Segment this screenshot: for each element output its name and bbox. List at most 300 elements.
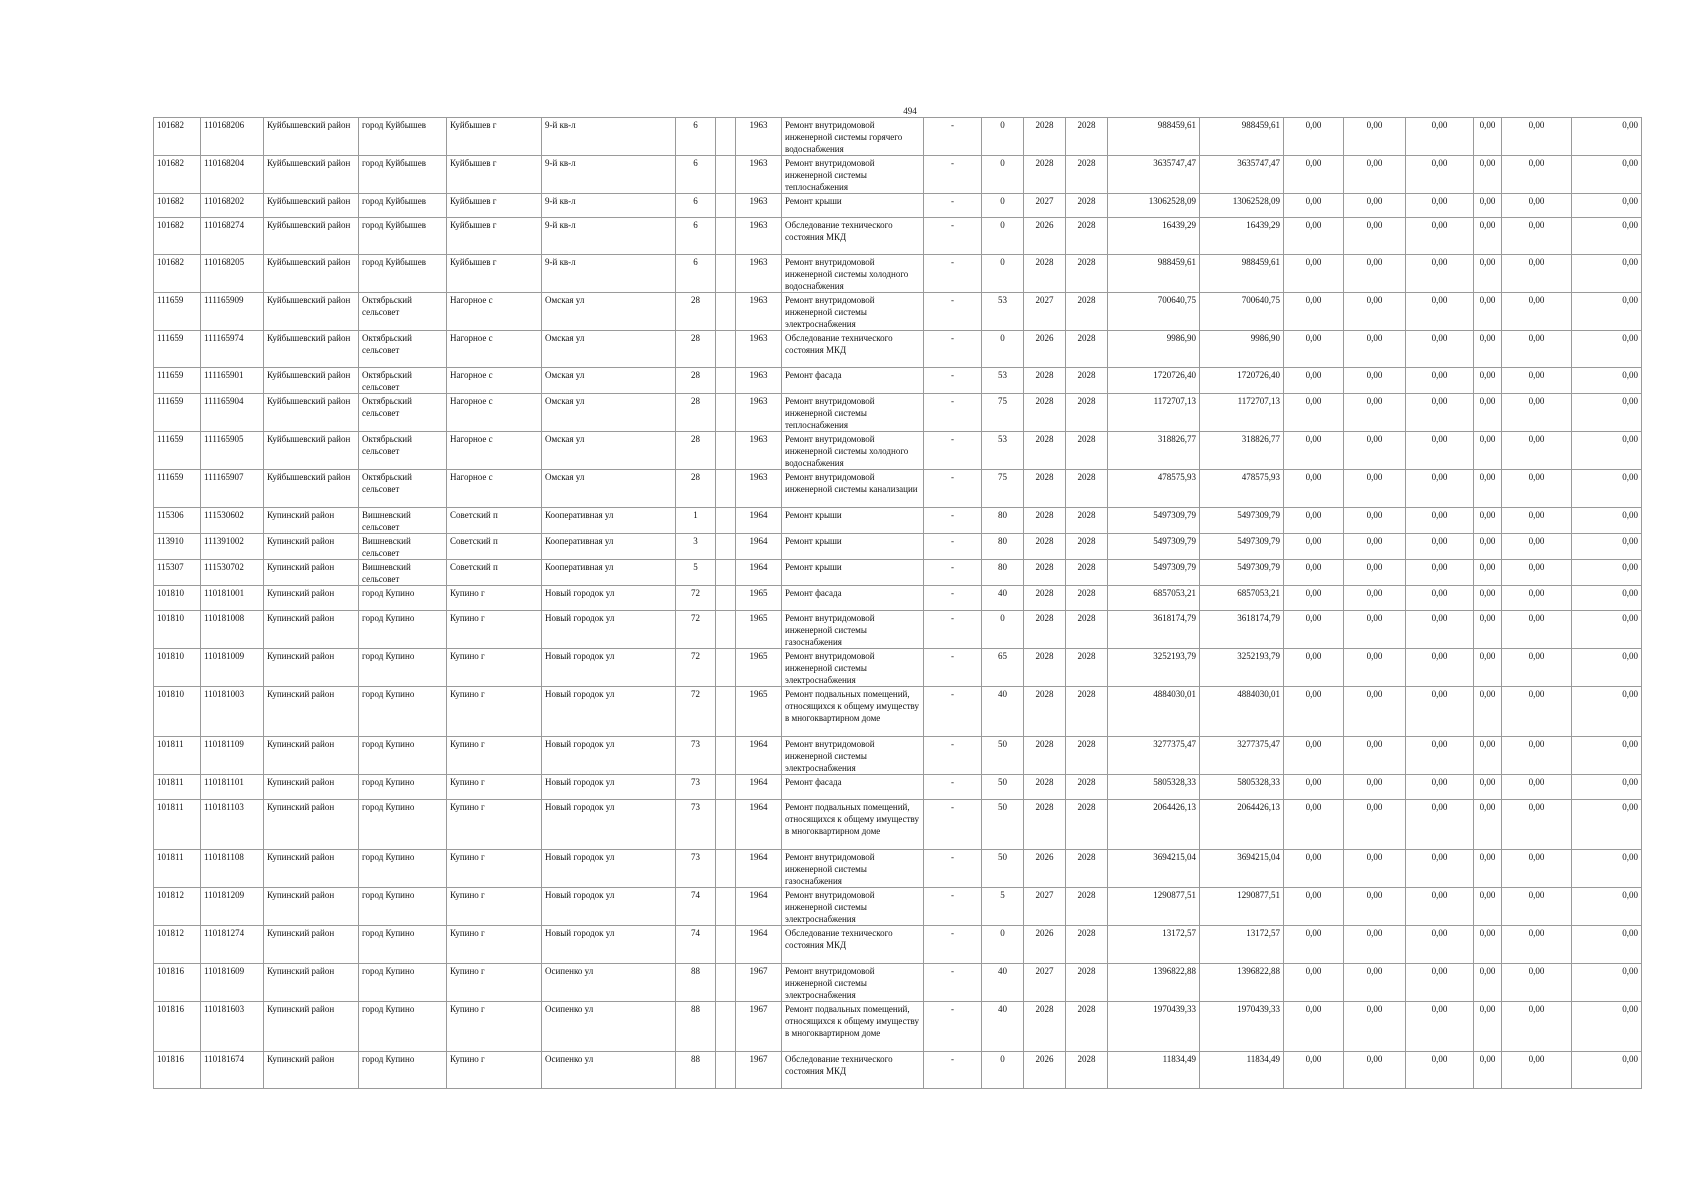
cell-settlement: Нагорное с (447, 470, 542, 508)
cell-work-type: Ремонт фасада (782, 775, 924, 800)
cell-street: Новый городок ул (542, 926, 676, 964)
cell-fund-2: 0,00 (1344, 118, 1406, 156)
cell-house-number: 28 (676, 394, 716, 432)
cell-settlement: Купино г (447, 586, 542, 611)
cell-fund-6: 0,00 (1572, 368, 1642, 394)
cell-plan-year-to: 2028 (1066, 218, 1108, 255)
cell-work-type: Ремонт внутридомовой инженерной системы электроснабжения (782, 737, 924, 775)
cell-fund-4: 0,00 (1474, 194, 1502, 218)
cell-total-cost: 5805328,33 (1108, 775, 1200, 800)
cell-settlement: Купино г (447, 775, 542, 800)
cell-build-year: 1963 (736, 156, 782, 194)
cell-fund-5: 0,00 (1502, 850, 1572, 888)
cell-fund-6: 0,00 (1572, 850, 1642, 888)
cell-cost-amount: 318826,77 (1200, 432, 1284, 470)
table-body (154, 118, 1642, 1089)
cell-work-id: 110181274 (201, 926, 264, 964)
cell-district: Куйбышевский район (264, 293, 359, 331)
cell-work-type: Ремонт крыши (782, 194, 924, 218)
cell-house-number: 88 (676, 964, 716, 1002)
cell-fund-4: 0,00 (1474, 964, 1502, 1002)
cell-wear-percent: 53 (982, 293, 1024, 331)
cell-fund-3: 0,00 (1406, 586, 1474, 611)
cell-blank-column (716, 432, 736, 470)
cell-fund-6: 0,00 (1572, 255, 1642, 293)
cell-fund-1: 0,00 (1284, 470, 1344, 508)
cell-wear-percent: 65 (982, 649, 1024, 687)
cell-fund-5: 0,00 (1502, 508, 1572, 534)
cell-plan-year-to: 2028 (1066, 737, 1108, 775)
cell-dash-column: - (924, 118, 982, 156)
cell-municipality: город Купино (359, 611, 447, 649)
cell-dash-column: - (924, 649, 982, 687)
cell-build-year: 1965 (736, 649, 782, 687)
cell-work-id: 110181003 (201, 687, 264, 737)
cell-cost-amount: 4884030,01 (1200, 687, 1284, 737)
cell-plan-year-to: 2028 (1066, 687, 1108, 737)
cell-work-id: 110168205 (201, 255, 264, 293)
cell-house-number: 74 (676, 926, 716, 964)
cell-object-id: 113910 (154, 534, 201, 560)
table-row (154, 850, 1642, 888)
cell-settlement: Куйбышев г (447, 218, 542, 255)
cell-blank-column (716, 560, 736, 586)
cell-fund-2: 0,00 (1344, 534, 1406, 560)
cell-fund-4: 0,00 (1474, 218, 1502, 255)
cell-fund-4: 0,00 (1474, 534, 1502, 560)
table-row (154, 1002, 1642, 1052)
cell-fund-5: 0,00 (1502, 534, 1572, 560)
cell-cost-amount: 13062528,09 (1200, 194, 1284, 218)
cell-total-cost: 1396822,88 (1108, 964, 1200, 1002)
cell-house-number: 3 (676, 534, 716, 560)
cell-fund-3: 0,00 (1406, 737, 1474, 775)
cell-fund-6: 0,00 (1572, 611, 1642, 649)
cell-municipality: город Купино (359, 687, 447, 737)
cell-plan-year-to: 2028 (1066, 255, 1108, 293)
cell-house-number: 6 (676, 156, 716, 194)
cell-fund-1: 0,00 (1284, 560, 1344, 586)
cell-fund-1: 0,00 (1284, 1052, 1344, 1089)
cell-object-id: 101811 (154, 850, 201, 888)
cell-fund-1: 0,00 (1284, 687, 1344, 737)
cell-street: Осипенко ул (542, 1002, 676, 1052)
cell-fund-5: 0,00 (1502, 394, 1572, 432)
cell-municipality: город Купино (359, 1052, 447, 1089)
cell-wear-percent: 53 (982, 432, 1024, 470)
cell-work-type: Обследование технического состояния МКД (782, 331, 924, 368)
cell-street: Кооперативная ул (542, 508, 676, 534)
cell-plan-year-to: 2028 (1066, 118, 1108, 156)
cell-street: Омская ул (542, 394, 676, 432)
cell-work-type: Ремонт внутридомовой инженерной системы холодного водоснабжения (782, 255, 924, 293)
cell-total-cost: 9986,90 (1108, 331, 1200, 368)
cell-dash-column: - (924, 368, 982, 394)
cell-fund-5: 0,00 (1502, 218, 1572, 255)
cell-fund-1: 0,00 (1284, 800, 1344, 850)
cell-work-id: 110181001 (201, 586, 264, 611)
cell-cost-amount: 3277375,47 (1200, 737, 1284, 775)
cell-house-number: 72 (676, 687, 716, 737)
cell-work-type: Ремонт подвальных помещений, относящихся к общему имуществу в многоквартирном доме (782, 1002, 924, 1052)
cell-work-type: Ремонт внутридомовой инженерной системы электроснабжения (782, 888, 924, 926)
cell-fund-3: 0,00 (1406, 255, 1474, 293)
table-row (154, 534, 1642, 560)
cell-dash-column: - (924, 394, 982, 432)
cell-object-id: 115307 (154, 560, 201, 586)
cell-total-cost: 6857053,21 (1108, 586, 1200, 611)
cell-plan-year-to: 2028 (1066, 508, 1108, 534)
cell-total-cost: 1290877,51 (1108, 888, 1200, 926)
cell-fund-5: 0,00 (1502, 194, 1572, 218)
cell-work-type: Ремонт внутридомовой инженерной системы теплоснабжения (782, 156, 924, 194)
cell-blank-column (716, 118, 736, 156)
cell-wear-percent: 75 (982, 394, 1024, 432)
cell-object-id: 115306 (154, 508, 201, 534)
cell-municipality: Октябрьский сельсовет (359, 470, 447, 508)
cell-wear-percent: 0 (982, 331, 1024, 368)
cell-dash-column: - (924, 331, 982, 368)
cell-fund-2: 0,00 (1344, 687, 1406, 737)
cell-wear-percent: 0 (982, 194, 1024, 218)
cell-house-number: 5 (676, 560, 716, 586)
cell-plan-year-from: 2027 (1024, 888, 1066, 926)
cell-fund-1: 0,00 (1284, 850, 1344, 888)
cell-cost-amount: 988459,61 (1200, 118, 1284, 156)
cell-work-type: Ремонт внутридомовой инженерной системы канализации (782, 470, 924, 508)
cell-plan-year-from: 2028 (1024, 649, 1066, 687)
cell-cost-amount: 3618174,79 (1200, 611, 1284, 649)
cell-cost-amount: 5805328,33 (1200, 775, 1284, 800)
cell-fund-6: 0,00 (1572, 156, 1642, 194)
cell-total-cost: 13172,57 (1108, 926, 1200, 964)
cell-house-number: 88 (676, 1052, 716, 1089)
table-row (154, 687, 1642, 737)
cell-wear-percent: 80 (982, 534, 1024, 560)
cell-fund-5: 0,00 (1502, 888, 1572, 926)
cell-house-number: 6 (676, 255, 716, 293)
cell-municipality: город Купино (359, 775, 447, 800)
capital-repair-register-table (153, 117, 1642, 1089)
cell-plan-year-from: 2028 (1024, 534, 1066, 560)
cell-house-number: 6 (676, 218, 716, 255)
cell-wear-percent: 80 (982, 508, 1024, 534)
cell-object-id: 111659 (154, 470, 201, 508)
cell-fund-1: 0,00 (1284, 737, 1344, 775)
cell-build-year: 1964 (736, 534, 782, 560)
cell-district: Купинский район (264, 964, 359, 1002)
cell-wear-percent: 40 (982, 1002, 1024, 1052)
cell-fund-3: 0,00 (1406, 850, 1474, 888)
cell-wear-percent: 0 (982, 255, 1024, 293)
cell-fund-2: 0,00 (1344, 194, 1406, 218)
table-row (154, 1052, 1642, 1089)
cell-fund-5: 0,00 (1502, 1052, 1572, 1089)
cell-district: Купинский район (264, 800, 359, 850)
cell-plan-year-from: 2028 (1024, 586, 1066, 611)
cell-municipality: город Куйбышев (359, 194, 447, 218)
cell-blank-column (716, 775, 736, 800)
cell-plan-year-to: 2028 (1066, 888, 1108, 926)
cell-work-type: Ремонт внутридомовой инженерной системы электроснабжения (782, 293, 924, 331)
cell-district: Купинский район (264, 560, 359, 586)
cell-street: Новый городок ул (542, 850, 676, 888)
cell-dash-column: - (924, 964, 982, 1002)
cell-district: Купинский район (264, 687, 359, 737)
cell-wear-percent: 80 (982, 560, 1024, 586)
cell-fund-1: 0,00 (1284, 255, 1344, 293)
cell-total-cost: 5497309,79 (1108, 560, 1200, 586)
cell-municipality: город Купино (359, 850, 447, 888)
cell-house-number: 28 (676, 331, 716, 368)
cell-settlement: Нагорное с (447, 368, 542, 394)
cell-municipality: Вишневский сельсовет (359, 534, 447, 560)
cell-dash-column: - (924, 255, 982, 293)
cell-dash-column: - (924, 534, 982, 560)
cell-cost-amount: 3252193,79 (1200, 649, 1284, 687)
cell-district: Купинский район (264, 737, 359, 775)
cell-plan-year-to: 2028 (1066, 1052, 1108, 1089)
cell-build-year: 1964 (736, 508, 782, 534)
cell-plan-year-to: 2028 (1066, 611, 1108, 649)
cell-wear-percent: 50 (982, 775, 1024, 800)
table-row (154, 611, 1642, 649)
cell-fund-5: 0,00 (1502, 737, 1572, 775)
cell-work-id: 110181603 (201, 1002, 264, 1052)
cell-plan-year-from: 2027 (1024, 293, 1066, 331)
cell-object-id: 101810 (154, 649, 201, 687)
cell-fund-5: 0,00 (1502, 800, 1572, 850)
cell-cost-amount: 1396822,88 (1200, 964, 1284, 1002)
cell-plan-year-to: 2028 (1066, 1002, 1108, 1052)
cell-object-id: 101816 (154, 1052, 201, 1089)
cell-district: Купинский район (264, 775, 359, 800)
table-row (154, 118, 1642, 156)
cell-fund-2: 0,00 (1344, 331, 1406, 368)
cell-fund-5: 0,00 (1502, 775, 1572, 800)
cell-municipality: город Купино (359, 800, 447, 850)
cell-municipality: Октябрьский сельсовет (359, 331, 447, 368)
cell-dash-column: - (924, 586, 982, 611)
cell-plan-year-from: 2028 (1024, 470, 1066, 508)
cell-fund-3: 0,00 (1406, 1052, 1474, 1089)
cell-build-year: 1963 (736, 470, 782, 508)
cell-build-year: 1963 (736, 255, 782, 293)
cell-fund-4: 0,00 (1474, 586, 1502, 611)
cell-street: Новый городок ул (542, 775, 676, 800)
cell-fund-5: 0,00 (1502, 1002, 1572, 1052)
cell-blank-column (716, 394, 736, 432)
cell-district: Купинский район (264, 534, 359, 560)
cell-fund-5: 0,00 (1502, 156, 1572, 194)
cell-fund-4: 0,00 (1474, 775, 1502, 800)
cell-work-type: Обследование технического состояния МКД (782, 1052, 924, 1089)
cell-dash-column: - (924, 508, 982, 534)
cell-fund-6: 0,00 (1572, 293, 1642, 331)
cell-plan-year-from: 2028 (1024, 432, 1066, 470)
cell-plan-year-to: 2028 (1066, 586, 1108, 611)
cell-fund-4: 0,00 (1474, 1002, 1502, 1052)
cell-street: Новый городок ул (542, 649, 676, 687)
cell-fund-3: 0,00 (1406, 331, 1474, 368)
cell-plan-year-to: 2028 (1066, 394, 1108, 432)
cell-blank-column (716, 1052, 736, 1089)
cell-fund-1: 0,00 (1284, 964, 1344, 1002)
cell-plan-year-from: 2028 (1024, 368, 1066, 394)
cell-wear-percent: 50 (982, 850, 1024, 888)
cell-build-year: 1967 (736, 1002, 782, 1052)
cell-cost-amount: 5497309,79 (1200, 508, 1284, 534)
cell-object-id: 101682 (154, 118, 201, 156)
cell-fund-1: 0,00 (1284, 508, 1344, 534)
cell-work-type: Ремонт внутридомовой инженерной системы холодного водоснабжения (782, 432, 924, 470)
cell-cost-amount: 1970439,33 (1200, 1002, 1284, 1052)
cell-district: Куйбышевский район (264, 470, 359, 508)
cell-district: Купинский район (264, 1052, 359, 1089)
table-row (154, 560, 1642, 586)
table-row (154, 293, 1642, 331)
cell-fund-3: 0,00 (1406, 560, 1474, 586)
cell-street: Омская ул (542, 293, 676, 331)
cell-plan-year-from: 2026 (1024, 331, 1066, 368)
cell-fund-6: 0,00 (1572, 508, 1642, 534)
cell-district: Куйбышевский район (264, 331, 359, 368)
cell-work-type: Ремонт внутридомовой инженерной системы горячего водоснабжения (782, 118, 924, 156)
table-row (154, 926, 1642, 964)
cell-fund-1: 0,00 (1284, 649, 1344, 687)
cell-fund-6: 0,00 (1572, 394, 1642, 432)
cell-build-year: 1965 (736, 611, 782, 649)
cell-fund-3: 0,00 (1406, 470, 1474, 508)
cell-total-cost: 13062528,09 (1108, 194, 1200, 218)
cell-work-id: 111530602 (201, 508, 264, 534)
cell-work-id: 111165901 (201, 368, 264, 394)
cell-house-number: 88 (676, 1002, 716, 1052)
cell-fund-4: 0,00 (1474, 368, 1502, 394)
cell-total-cost: 16439,29 (1108, 218, 1200, 255)
cell-fund-3: 0,00 (1406, 611, 1474, 649)
cell-fund-1: 0,00 (1284, 118, 1344, 156)
cell-fund-4: 0,00 (1474, 687, 1502, 737)
cell-work-id: 110181209 (201, 888, 264, 926)
table-row (154, 800, 1642, 850)
cell-work-type: Ремонт внутридомовой инженерной системы теплоснабжения (782, 394, 924, 432)
cell-fund-5: 0,00 (1502, 255, 1572, 293)
cell-municipality: Октябрьский сельсовет (359, 293, 447, 331)
cell-street: Омская ул (542, 432, 676, 470)
cell-work-id: 110168202 (201, 194, 264, 218)
cell-dash-column: - (924, 737, 982, 775)
cell-plan-year-from: 2028 (1024, 800, 1066, 850)
cell-fund-3: 0,00 (1406, 926, 1474, 964)
cell-cost-amount: 9986,90 (1200, 331, 1284, 368)
table-row (154, 508, 1642, 534)
cell-street: Новый городок ул (542, 687, 676, 737)
cell-fund-2: 0,00 (1344, 293, 1406, 331)
cell-municipality: Вишневский сельсовет (359, 508, 447, 534)
cell-plan-year-from: 2027 (1024, 964, 1066, 1002)
cell-object-id: 101811 (154, 737, 201, 775)
cell-fund-4: 0,00 (1474, 156, 1502, 194)
cell-dash-column: - (924, 687, 982, 737)
cell-total-cost: 3635747,47 (1108, 156, 1200, 194)
cell-plan-year-from: 2028 (1024, 255, 1066, 293)
cell-municipality: город Купино (359, 926, 447, 964)
cell-dash-column: - (924, 156, 982, 194)
cell-work-type: Ремонт внутридомовой инженерной системы газоснабжения (782, 611, 924, 649)
cell-house-number: 73 (676, 850, 716, 888)
cell-municipality: Вишневский сельсовет (359, 560, 447, 586)
cell-house-number: 73 (676, 800, 716, 850)
cell-district: Куйбышевский район (264, 156, 359, 194)
cell-total-cost: 3277375,47 (1108, 737, 1200, 775)
cell-settlement: Нагорное с (447, 293, 542, 331)
table-row (154, 888, 1642, 926)
cell-house-number: 74 (676, 888, 716, 926)
cell-municipality: Октябрьский сельсовет (359, 394, 447, 432)
cell-wear-percent: 50 (982, 800, 1024, 850)
cell-fund-2: 0,00 (1344, 394, 1406, 432)
cell-settlement: Советский п (447, 508, 542, 534)
cell-street: Осипенко ул (542, 1052, 676, 1089)
cell-fund-1: 0,00 (1284, 293, 1344, 331)
cell-municipality: Октябрьский сельсовет (359, 432, 447, 470)
cell-fund-6: 0,00 (1572, 470, 1642, 508)
cell-build-year: 1963 (736, 394, 782, 432)
cell-wear-percent: 0 (982, 218, 1024, 255)
cell-fund-3: 0,00 (1406, 964, 1474, 1002)
cell-fund-5: 0,00 (1502, 649, 1572, 687)
cell-fund-2: 0,00 (1344, 586, 1406, 611)
cell-fund-3: 0,00 (1406, 156, 1474, 194)
cell-street: 9-й кв-л (542, 255, 676, 293)
cell-fund-1: 0,00 (1284, 888, 1344, 926)
cell-plan-year-from: 2026 (1024, 218, 1066, 255)
cell-blank-column (716, 218, 736, 255)
cell-fund-2: 0,00 (1344, 964, 1406, 1002)
cell-street: 9-й кв-л (542, 194, 676, 218)
cell-cost-amount: 13172,57 (1200, 926, 1284, 964)
cell-dash-column: - (924, 888, 982, 926)
cell-fund-2: 0,00 (1344, 218, 1406, 255)
cell-build-year: 1963 (736, 432, 782, 470)
cell-blank-column (716, 293, 736, 331)
cell-plan-year-from: 2028 (1024, 737, 1066, 775)
cell-fund-1: 0,00 (1284, 218, 1344, 255)
cell-fund-6: 0,00 (1572, 331, 1642, 368)
cell-total-cost: 1970439,33 (1108, 1002, 1200, 1052)
cell-street: Новый городок ул (542, 888, 676, 926)
cell-fund-2: 0,00 (1344, 611, 1406, 649)
cell-fund-2: 0,00 (1344, 508, 1406, 534)
cell-work-type: Обследование технического состояния МКД (782, 218, 924, 255)
cell-work-type: Ремонт подвальных помещений, относящихся к общему имуществу в многоквартирном доме (782, 800, 924, 850)
cell-build-year: 1963 (736, 218, 782, 255)
cell-cost-amount: 11834,49 (1200, 1052, 1284, 1089)
cell-plan-year-to: 2028 (1066, 293, 1108, 331)
cell-object-id: 111659 (154, 293, 201, 331)
cell-fund-5: 0,00 (1502, 368, 1572, 394)
cell-house-number: 72 (676, 649, 716, 687)
cell-settlement: Купино г (447, 611, 542, 649)
cell-object-id: 101810 (154, 687, 201, 737)
cell-fund-6: 0,00 (1572, 775, 1642, 800)
cell-dash-column: - (924, 293, 982, 331)
cell-fund-4: 0,00 (1474, 649, 1502, 687)
cell-fund-3: 0,00 (1406, 394, 1474, 432)
cell-house-number: 28 (676, 470, 716, 508)
cell-fund-3: 0,00 (1406, 649, 1474, 687)
